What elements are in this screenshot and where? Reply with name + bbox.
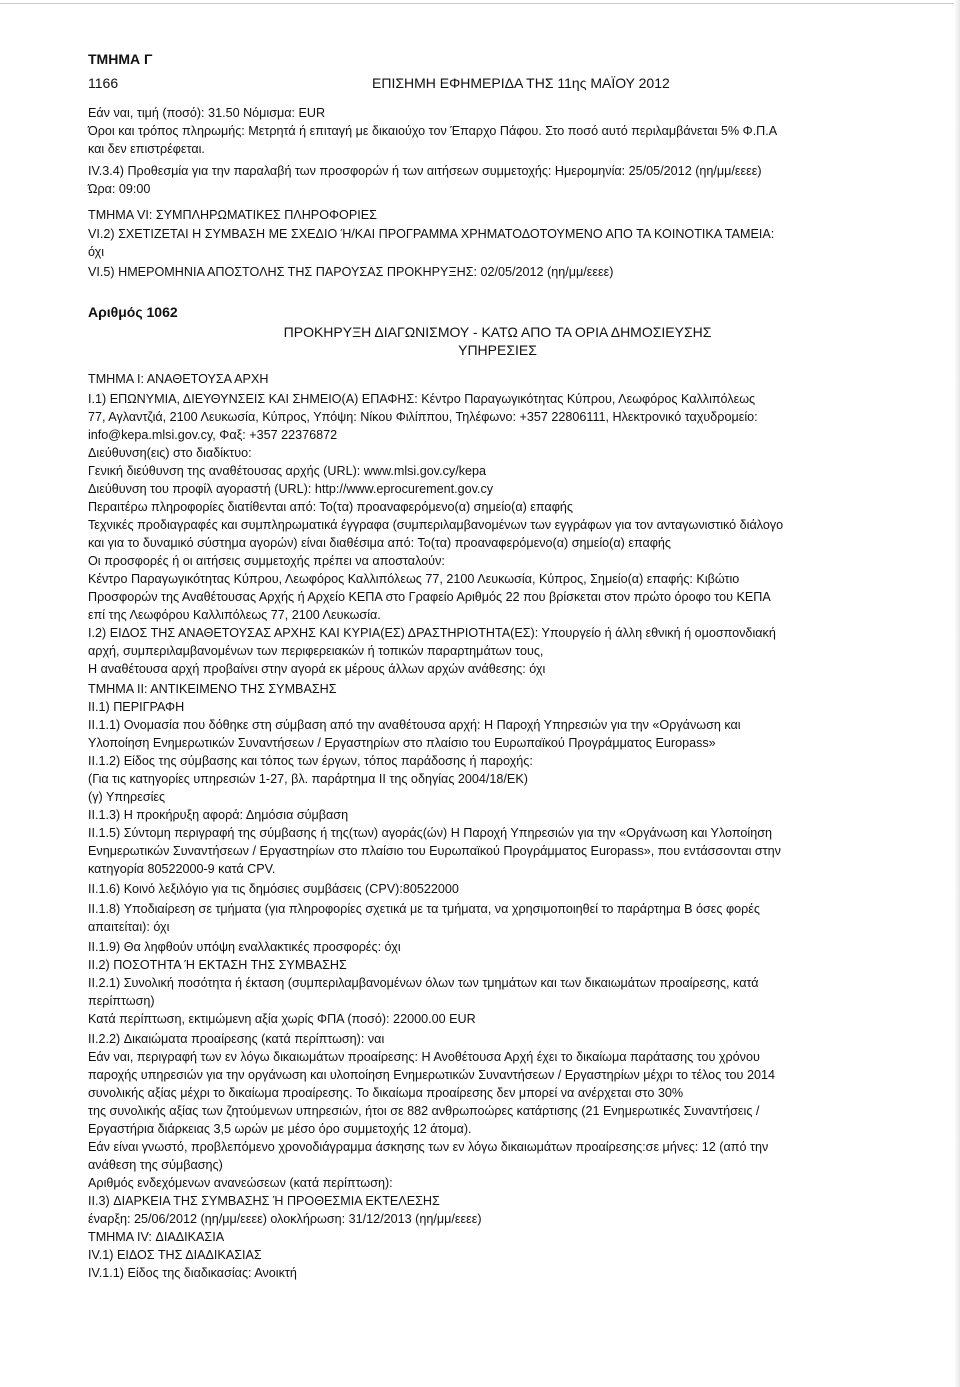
text-line: Ώρα: 09:00 bbox=[88, 182, 151, 196]
text-line: 77, Αγλαντζιά, 2100 Λευκωσία, Κύπρος, Υπόψη: Νίκου Φιλίππου, Τηλέφωνο: +357 22806111, Ηλεκτρονικό ταχυδρομείο: bbox=[88, 410, 758, 424]
text-line: IV.1) ΕΙΔΟΣ ΤΗΣ ΔΙΑΔΙΚΑΣΙΑΣ bbox=[88, 1248, 262, 1262]
text-line: Διεύθυνση του προφίλ αγοραστή (URL): http://www.eprocurement.gov.cy bbox=[88, 482, 494, 496]
text-line: I.2) ΕΙΔΟΣ ΤΗΣ ΑΝΑΘΕΤΟΥΣΑΣ ΑΡΧΗΣ ΚΑΙ ΚΥΡΙΑ(ΕΣ) ΔΡΑΣΤΗΡΙΟΤΗΤΑ(ΕΣ): Υπουργείο ή άλλη εθνική ή ομοσπονδιακή bbox=[88, 626, 776, 640]
text-line: II.1.2) Είδος της σύμβασης και τόπος των έργων, τόπος παράδοσης ή παροχής: bbox=[88, 754, 533, 768]
text-line: I.1) ΕΠΩΝΥΜΙΑ, ΔΙΕΥΘΥΝΣΕΙΣ ΚΑΙ ΣΗΜΕΙΟ(Α) ΕΠΑΦΗΣ: Κέντρο Παραγωγικότητας Κύπρου, Λεωφόρος Καλλιπόλεως bbox=[88, 392, 756, 406]
text-line: και για το δυναμικό σύστημα αγορών) είναι διαθέσιμα από: Το(τα) προαναφερόμενο(α) σημείο(α) επαφής bbox=[88, 536, 671, 550]
scan-edge-shadow bbox=[954, 0, 960, 1387]
text-line: II.1.1) Ονομασία που δόθηκε στη σύμβαση από την αναθέτουσα αρχή: Η Παροχή Υπηρεσιών για την «Οργάνωση και bbox=[88, 718, 741, 732]
text-line: Υλοποίηση Ενημερωτικών Συναντήσεων / Εργαστηρίων στο πλαίσιο του Ευρωπαϊκού Προγράμματος Europass» bbox=[88, 736, 716, 750]
text-line: II.2.1) Συνολική ποσότητα ή έκταση (συμπεριλαμβανομένων όλων των τμημάτων και των δικαιωμάτων προαίρεσης, κατά bbox=[88, 976, 759, 990]
text-line: II.1.9) Θα ληφθούν υπόψη εναλλακτικές προσφορές: όχι bbox=[88, 940, 401, 954]
text-line: II.1.3) Η προκήρυξη αφορά: Δημόσια σύμβαση bbox=[88, 808, 349, 822]
gazette-title: ΕΠΙΣΗΜΗ ΕΦΗΜΕΡΙΔΑ ΤΗΣ 11ης ΜΑΪΟΥ 2012 bbox=[372, 75, 670, 91]
text-line: ΤΜΗΜΑ IV: ΔΙΑΔΙΚΑΣΙΑ bbox=[88, 1230, 225, 1244]
notice-subtitle: ΥΠΗΡΕΣΙΕΣ bbox=[458, 342, 537, 358]
text-line: VI.2) ΣΧΕΤΙΖΕΤΑΙ Η ΣΥΜΒΑΣΗ ΜΕ ΣΧΕΔΙΟ Ή/ΚΑΙ ΠΡΟΓΡΑΜΜΑ ΧΡΗΜΑΤΟΔΟΤΟΥΜΕΝΟ ΑΠΟ ΤΑ ΚΟΙΝΟΤΙΚΑ ΤΑΜΕΙΑ: bbox=[88, 227, 775, 241]
text-line: της συνολικής αξίας των ζητούμενων υπηρεσιών, ήτοι σε 882 ανθρωποώρες κατάρτισης (21 Ενημερωτικές Συναντήσεις / bbox=[88, 1104, 760, 1118]
text-line: Αριθμός ενδεχόμενων ανανεώσεων (κατά περίπτωση): bbox=[88, 1176, 393, 1190]
notice-number: Αριθμός 1062 bbox=[88, 304, 178, 320]
text-line: περίπτωση) bbox=[88, 994, 155, 1008]
text-line: Εάν ναι, περιγραφή των εν λόγω δικαιωμάτων προαίρεσης: Η Ανοθέτουσα Αρχή έχει το δικαίωμα παράτασης του χρόνου bbox=[88, 1050, 760, 1064]
text-line: Η αναθέτουσα αρχή προβαίνει στην αγορά εκ μέρους άλλων αρχών ανάθεσης: όχι bbox=[88, 662, 546, 676]
text-line: Ενημερωτικών Συναντήσεων / Εργαστηρίων στο πλαίσιο του Ευρωπαϊκού Προγράμματος Europass», που εντάσσονται στην bbox=[88, 844, 781, 858]
text-line: έναρξη: 25/06/2012 (ηη/μμ/εεεε) ολοκλήρωση: 31/12/2013 (ηη/μμ/εεεε) bbox=[88, 1212, 482, 1226]
text-line: ΤΜΗΜΑ VI: ΣΥΜΠΛΗΡΩΜΑΤΙΚΕΣ ΠΛΗΡΟΦΟΡΙΕΣ bbox=[88, 208, 377, 222]
text-line: Όροι και τρόπος πληρωμής: Μετρητά ή επιταγή με δικαιούχο τον Έπαρχο Πάφου. Στο ποσό αυτό περιλαμβάνεται 5% Φ.Π.Α bbox=[88, 124, 778, 138]
text-line: II.2.2) Δικαιώματα προαίρεσης (κατά περίπτωση): ναι bbox=[88, 1032, 385, 1046]
text-line: ανάθεση της σύμβασης) bbox=[88, 1158, 223, 1172]
text-line: ΤΜΗΜΑ ΙΙ: ΑΝΤΙΚΕΙΜΕΝΟ ΤΗΣ ΣΥΜΒΑΣΗΣ bbox=[88, 682, 337, 696]
text-line: Εάν ναι, τιμή (ποσό): 31.50 Νόμισμα: EUR bbox=[88, 106, 326, 120]
text-line: (γ) Υπηρεσίες bbox=[88, 790, 166, 804]
text-line: (Για τις κατηγορίες υπηρεσιών 1-27, βλ. παράρτημα ΙΙ της οδηγίας 2004/18/ΕΚ) bbox=[88, 772, 528, 786]
text-line: συνολικής αξίας μέχρι το δικαίωμα προαίρεσης. Το δικαίωμα προαίρεσης δεν μπορεί να ανέρχεται στο 30% bbox=[88, 1086, 684, 1100]
text-line: Τεχνικές προδιαγραφές και συμπληρωματικά έγγραφα (συμπεριλαμβανομένων των εγγράφων για τον ανταγωνιστικό διάλογο bbox=[88, 518, 784, 532]
text-line: IV.3.4) Προθεσμία για την παραλαβή των προσφορών ή των αιτήσεων συμμετοχής: Ημερομηνία: 25/05/2012 (ηη/μμ/εεεε) bbox=[88, 164, 762, 178]
scan-edge-line bbox=[0, 3, 960, 4]
text-line: Κατά περίπτωση, εκτιμώμενη αξία χωρίς ΦΠΑ (ποσό): 22000.00 EUR bbox=[88, 1012, 476, 1026]
text-line: Κέντρο Παραγωγικότητας Κύπρου, Λεωφόρος Καλλιπόλεως 77, 2100 Λευκωσία, Κύπρος, Σημείο(α) επαφής: Κιβώτιο bbox=[88, 572, 740, 586]
text-line: II.1) ΠΕΡΙΓΡΑΦΗ bbox=[88, 700, 185, 714]
text-line: Περαιτέρω πληροφορίες διατίθενται από: Το(τα) προαναφερόμενο(α) σημείο(α) επαφής bbox=[88, 500, 573, 514]
text-line: και δεν επιστρέφεται. bbox=[88, 142, 205, 156]
section-heading: ΤΜΗΜΑ Γ bbox=[88, 51, 153, 67]
text-line: Προσφορών της Αναθέτουσας Αρχής ή Αρχείο ΚΕΠΑ στο Γραφείο Αριθμός 22 που βρίσκεται στον πρώτο όροφο του ΚΕΠΑ bbox=[88, 590, 771, 604]
text-line: II.1.6) Κοινό λεξιλόγιο για τις δημόσιες συμβάσεις (CPV):80522000 bbox=[88, 882, 459, 896]
notice-title: ΠΡΟΚΗΡΥΞΗ ΔΙΑΓΩΝΙΣΜΟΥ - ΚΑΤΩ ΑΠΟ ΤΑ ΟΡΙΑ ΔΗΜΟΣΙΕΥΣΗΣ bbox=[283, 324, 712, 340]
text-line: VI.5) ΗΜΕΡΟΜΗΝΙΑ ΑΠΟΣΤΟΛΗΣ ΤΗΣ ΠΑΡΟΥΣΑΣ ΠΡΟΚΗΡΥΞΗΣ: 02/05/2012 (ηη/μμ/εεεε) bbox=[88, 265, 614, 279]
text-line: II.1.8) Υποδιαίρεση σε τμήματα (για πληροφορίες σχετικά με τα τμήματα, να χρησιμοποιηθεί το παράρτημα Β όσες φορές bbox=[88, 902, 760, 916]
text-line: II.2) ΠΟΣΟΤΗΤΑ Ή ΕΚΤΑΣΗ ΤΗΣ ΣΥΜΒΑΣΗΣ bbox=[88, 958, 347, 972]
text-line: όχι bbox=[88, 245, 105, 259]
text-line: κατηγορία 80522000-9 κατά CPV. bbox=[88, 862, 276, 876]
text-line: αρχή, συμπεριλαμβανομένων των περιφερειακών ή τοπικών παραρτημάτων τους, bbox=[88, 644, 544, 658]
text-line: απαιτείται): όχι bbox=[88, 920, 170, 934]
text-line: Οι προσφορές ή οι αιτήσεις συμμετοχής πρέπει να αποσταλούν: bbox=[88, 554, 445, 568]
page-header bbox=[88, 74, 910, 92]
text-line: Διεύθυνση(εις) στο διαδίκτυο: bbox=[88, 446, 252, 460]
text-line: Γενική διεύθυνση της αναθέτουσας αρχής (URL): www.mlsi.gov.cy/kepa bbox=[88, 464, 486, 478]
page-number: 1166 bbox=[88, 75, 119, 91]
text-line: II.3) ΔΙΑΡΚΕΙΑ ΤΗΣ ΣΥΜΒΑΣΗΣ Ή ΠΡΟΘΕΣΜΙΑ ΕΚΤΕΛΕΣΗΣ bbox=[88, 1194, 440, 1208]
text-line: info@kepa.mlsi.gov.cy, Φαξ: +357 22376872 bbox=[88, 428, 338, 442]
text-line: Εργαστήρια διάρκειας 3,5 ωρών με μέσο όρο συμμετοχής 12 άτομα). bbox=[88, 1122, 472, 1136]
text-line: επί της Λεωφόρου Καλλιπόλεως 77, 2100 Λευκωσία. bbox=[88, 608, 381, 622]
text-line: II.1.5) Σύντομη περιγραφή της σύμβασης ή της(των) αγοράς(ών) Η Παροχή Υπηρεσιών για την «Οργάνωση και Υλοποίηση bbox=[88, 826, 772, 840]
text-line: παροχής υπηρεσιών για την οργάνωση και υλοποίηση Ενημερωτικών Συναντήσεων / Εργαστηρίων μέχρι το τέλος του 2014 bbox=[88, 1068, 775, 1082]
text-line: IV.1.1) Είδος της διαδικασίας: Ανοικτή bbox=[88, 1266, 297, 1280]
text-line: Εάν είναι γνωστό, προβλεπόμενο χρονοδιάγραμμα άσκησης των εν λόγω δικαιωμάτων προαίρεσης:σε μήνες: 12 (από την bbox=[88, 1140, 769, 1154]
text-line: ΤΜΗΜΑ Ι: ΑΝΑΘΕΤΟΥΣΑ ΑΡΧΗ bbox=[88, 372, 269, 386]
